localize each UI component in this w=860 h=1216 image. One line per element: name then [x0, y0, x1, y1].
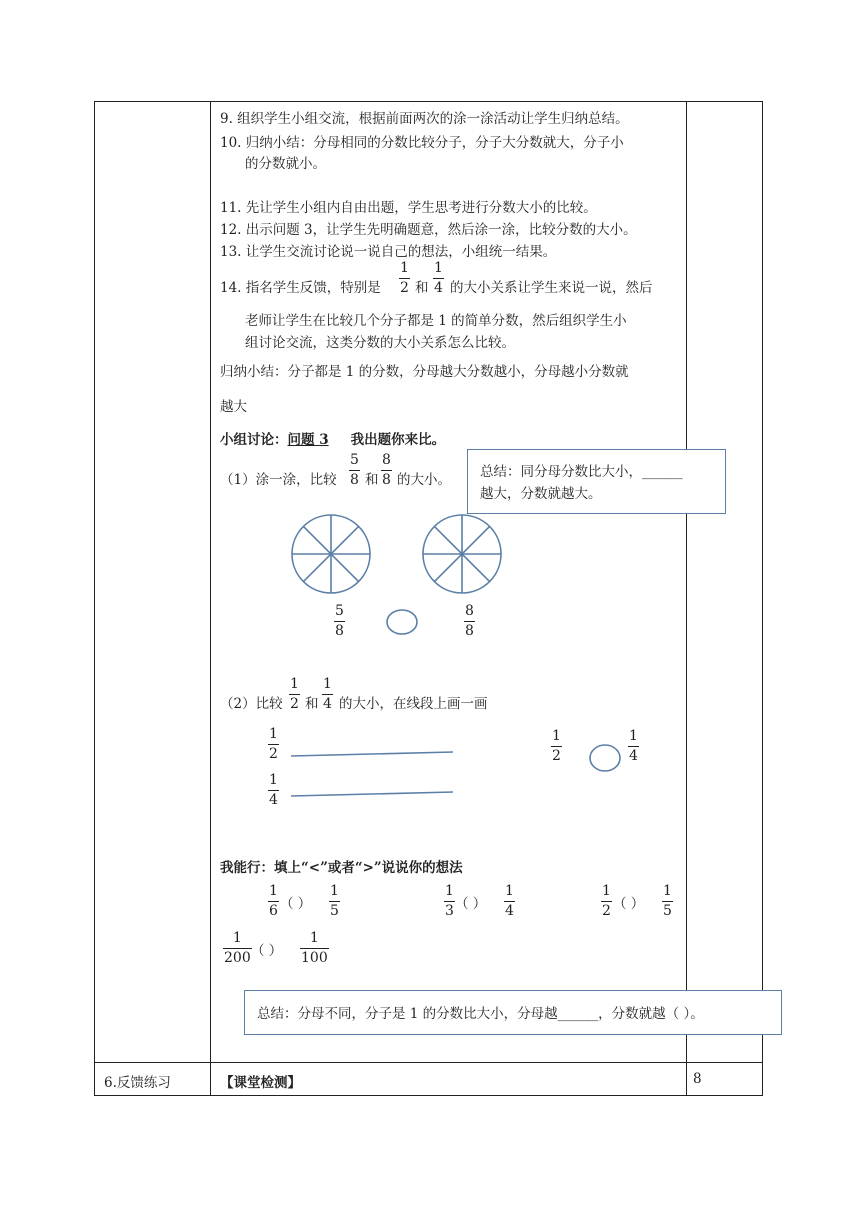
numerator: 8 — [465, 603, 474, 619]
numerator: 1 — [269, 772, 278, 788]
can-do-heading: 我能行：填上“<”或者“>”说说你的想法 — [220, 860, 463, 876]
item-14-suffix: 的大小关系让学生来说一说，然后 — [450, 280, 653, 296]
item-14-line2: 老师让学生在比较几个分子都是 1 的简单分数，然后组织学生小 — [245, 313, 627, 329]
circle-5-8 — [292, 515, 370, 593]
item-14-and: 和 — [415, 280, 429, 296]
group-question: 问题 3 — [287, 432, 329, 448]
numerator: 1 — [629, 728, 638, 744]
denominator: 8 — [335, 623, 344, 639]
denominator: 4 — [505, 903, 514, 919]
item-14-line3: 组讨论交流，这类分数的大小关系怎么比较。 — [245, 335, 515, 351]
compare-left-1-2 — [551, 728, 562, 765]
denominator: 8 — [382, 472, 391, 488]
numerator: 1 — [400, 260, 409, 276]
numerator: 1 — [434, 260, 443, 276]
denominator: 8 — [350, 472, 359, 488]
numerator: 1 — [330, 883, 339, 899]
ex2-left — [444, 883, 455, 920]
q2-prefix: （2）比较 — [220, 696, 283, 712]
denominator: 4 — [434, 280, 443, 296]
q1-prefix: （1）涂一涂，比较 — [220, 472, 337, 488]
ex3-left — [601, 883, 612, 920]
fraction-1-4-q2 — [322, 676, 333, 713]
numerator: 1 — [505, 883, 514, 899]
numerator: 1 — [269, 883, 278, 899]
numerator: 5 — [335, 603, 344, 619]
q1-and: 和 — [365, 472, 379, 488]
segment-label-1-2 — [268, 726, 279, 763]
row2-activity: 【课堂检测】 — [220, 1075, 301, 1091]
row2-time: 8 — [693, 1071, 702, 1087]
numerator: 5 — [350, 452, 359, 468]
segment-half — [291, 752, 453, 756]
numerator: 1 — [552, 728, 561, 744]
summary-box-1-line1: 总结：同分母分数比大小，______ — [480, 464, 683, 480]
summary-box-2-text: 总结：分母不同，分子是 1 的分数比大小，分母越______，分数就越（ ）。 — [257, 1006, 704, 1022]
numerator: 1 — [290, 676, 299, 692]
segment-label-1-4 — [268, 772, 279, 809]
group-title: 我出题你来比。 — [350, 432, 446, 448]
item-13: 13. 让学生交流讨论说一说自己的想法，小组统一结果。 — [220, 244, 557, 260]
ex1-left — [268, 883, 279, 920]
fraction-5-8-label — [334, 603, 345, 640]
group-label: 小组讨论： — [220, 432, 288, 448]
segment-quarter — [291, 792, 453, 796]
ex4-blank[interactable]: （ ） — [251, 943, 283, 959]
denominator: 4 — [323, 696, 332, 712]
summary-box-2 — [244, 990, 782, 1035]
ex3-blank[interactable]: （ ） — [613, 896, 645, 912]
ex1-blank[interactable]: （ ） — [280, 896, 312, 912]
numerator: 1 — [445, 883, 454, 899]
denominator: 2 — [269, 746, 278, 762]
ex3-right — [662, 883, 673, 920]
fraction-1-2-q2 — [289, 676, 300, 713]
numerator: 1 — [323, 676, 332, 692]
summary-line1: 归纳小结：分子都是 1 的分数，分母越大分数越小，分母越小分数就 — [220, 364, 629, 380]
row2-section: 6.反馈练习 — [104, 1075, 171, 1091]
numerator: 1 — [663, 883, 672, 899]
item-10-line2: 的分数就小。 — [245, 156, 326, 172]
denominator: 5 — [330, 903, 339, 919]
summary-line2: 越大 — [220, 399, 247, 415]
circle-8-8 — [423, 515, 501, 593]
numerator: 1 — [602, 883, 611, 899]
denominator: 2 — [290, 696, 299, 712]
ex1-right — [329, 883, 340, 920]
denominator: 4 — [629, 748, 638, 764]
item-14-prefix: 14. 指名学生反馈，特别是 — [220, 280, 381, 296]
denominator: 6 — [269, 903, 278, 919]
denominator: 2 — [400, 280, 409, 296]
compare-right-1-4 — [628, 728, 639, 765]
numerator: 1 — [269, 726, 278, 742]
ex4-right — [300, 930, 329, 967]
denominator: 200 — [224, 950, 251, 966]
item-11: 11. 先让学生小组内自由出题，学生思考进行分数大小的比较。 — [220, 200, 597, 216]
q2-and: 和 — [305, 696, 319, 712]
compare-oval-1 — [387, 610, 417, 634]
item-9: 9. 组织学生小组交流，根据前面两次的涂一涂活动让学生归纳总结。 — [220, 111, 629, 127]
denominator: 100 — [301, 950, 328, 966]
numerator: 1 — [232, 930, 242, 946]
ex2-blank[interactable]: （ ） — [455, 896, 487, 912]
denominator: 8 — [465, 623, 474, 639]
fraction-8-8-label — [464, 603, 475, 640]
numerator: 8 — [382, 452, 391, 468]
denominator: 2 — [602, 903, 611, 919]
ex4-left — [223, 930, 252, 967]
denominator: 3 — [445, 903, 454, 919]
compare-oval-2 — [590, 745, 620, 771]
denominator: 5 — [663, 903, 672, 919]
denominator: 2 — [552, 748, 561, 764]
item-10-line1: 10. 归纳小结：分母相同的分数比较分子，分子大分数就大，分子小 — [220, 135, 624, 151]
summary-box-1-line2: 越大，分数就越大。 — [480, 486, 602, 502]
item-12: 12. 出示问题 3，让学生先明确题意，然后涂一涂，比较分数的大小。 — [220, 222, 637, 238]
q2-suffix: 的大小，在线段上画一画 — [339, 696, 488, 712]
denominator: 4 — [269, 792, 278, 808]
ex2-right — [504, 883, 515, 920]
numerator: 1 — [309, 930, 319, 946]
q1-suffix: 的大小。 — [397, 472, 451, 488]
